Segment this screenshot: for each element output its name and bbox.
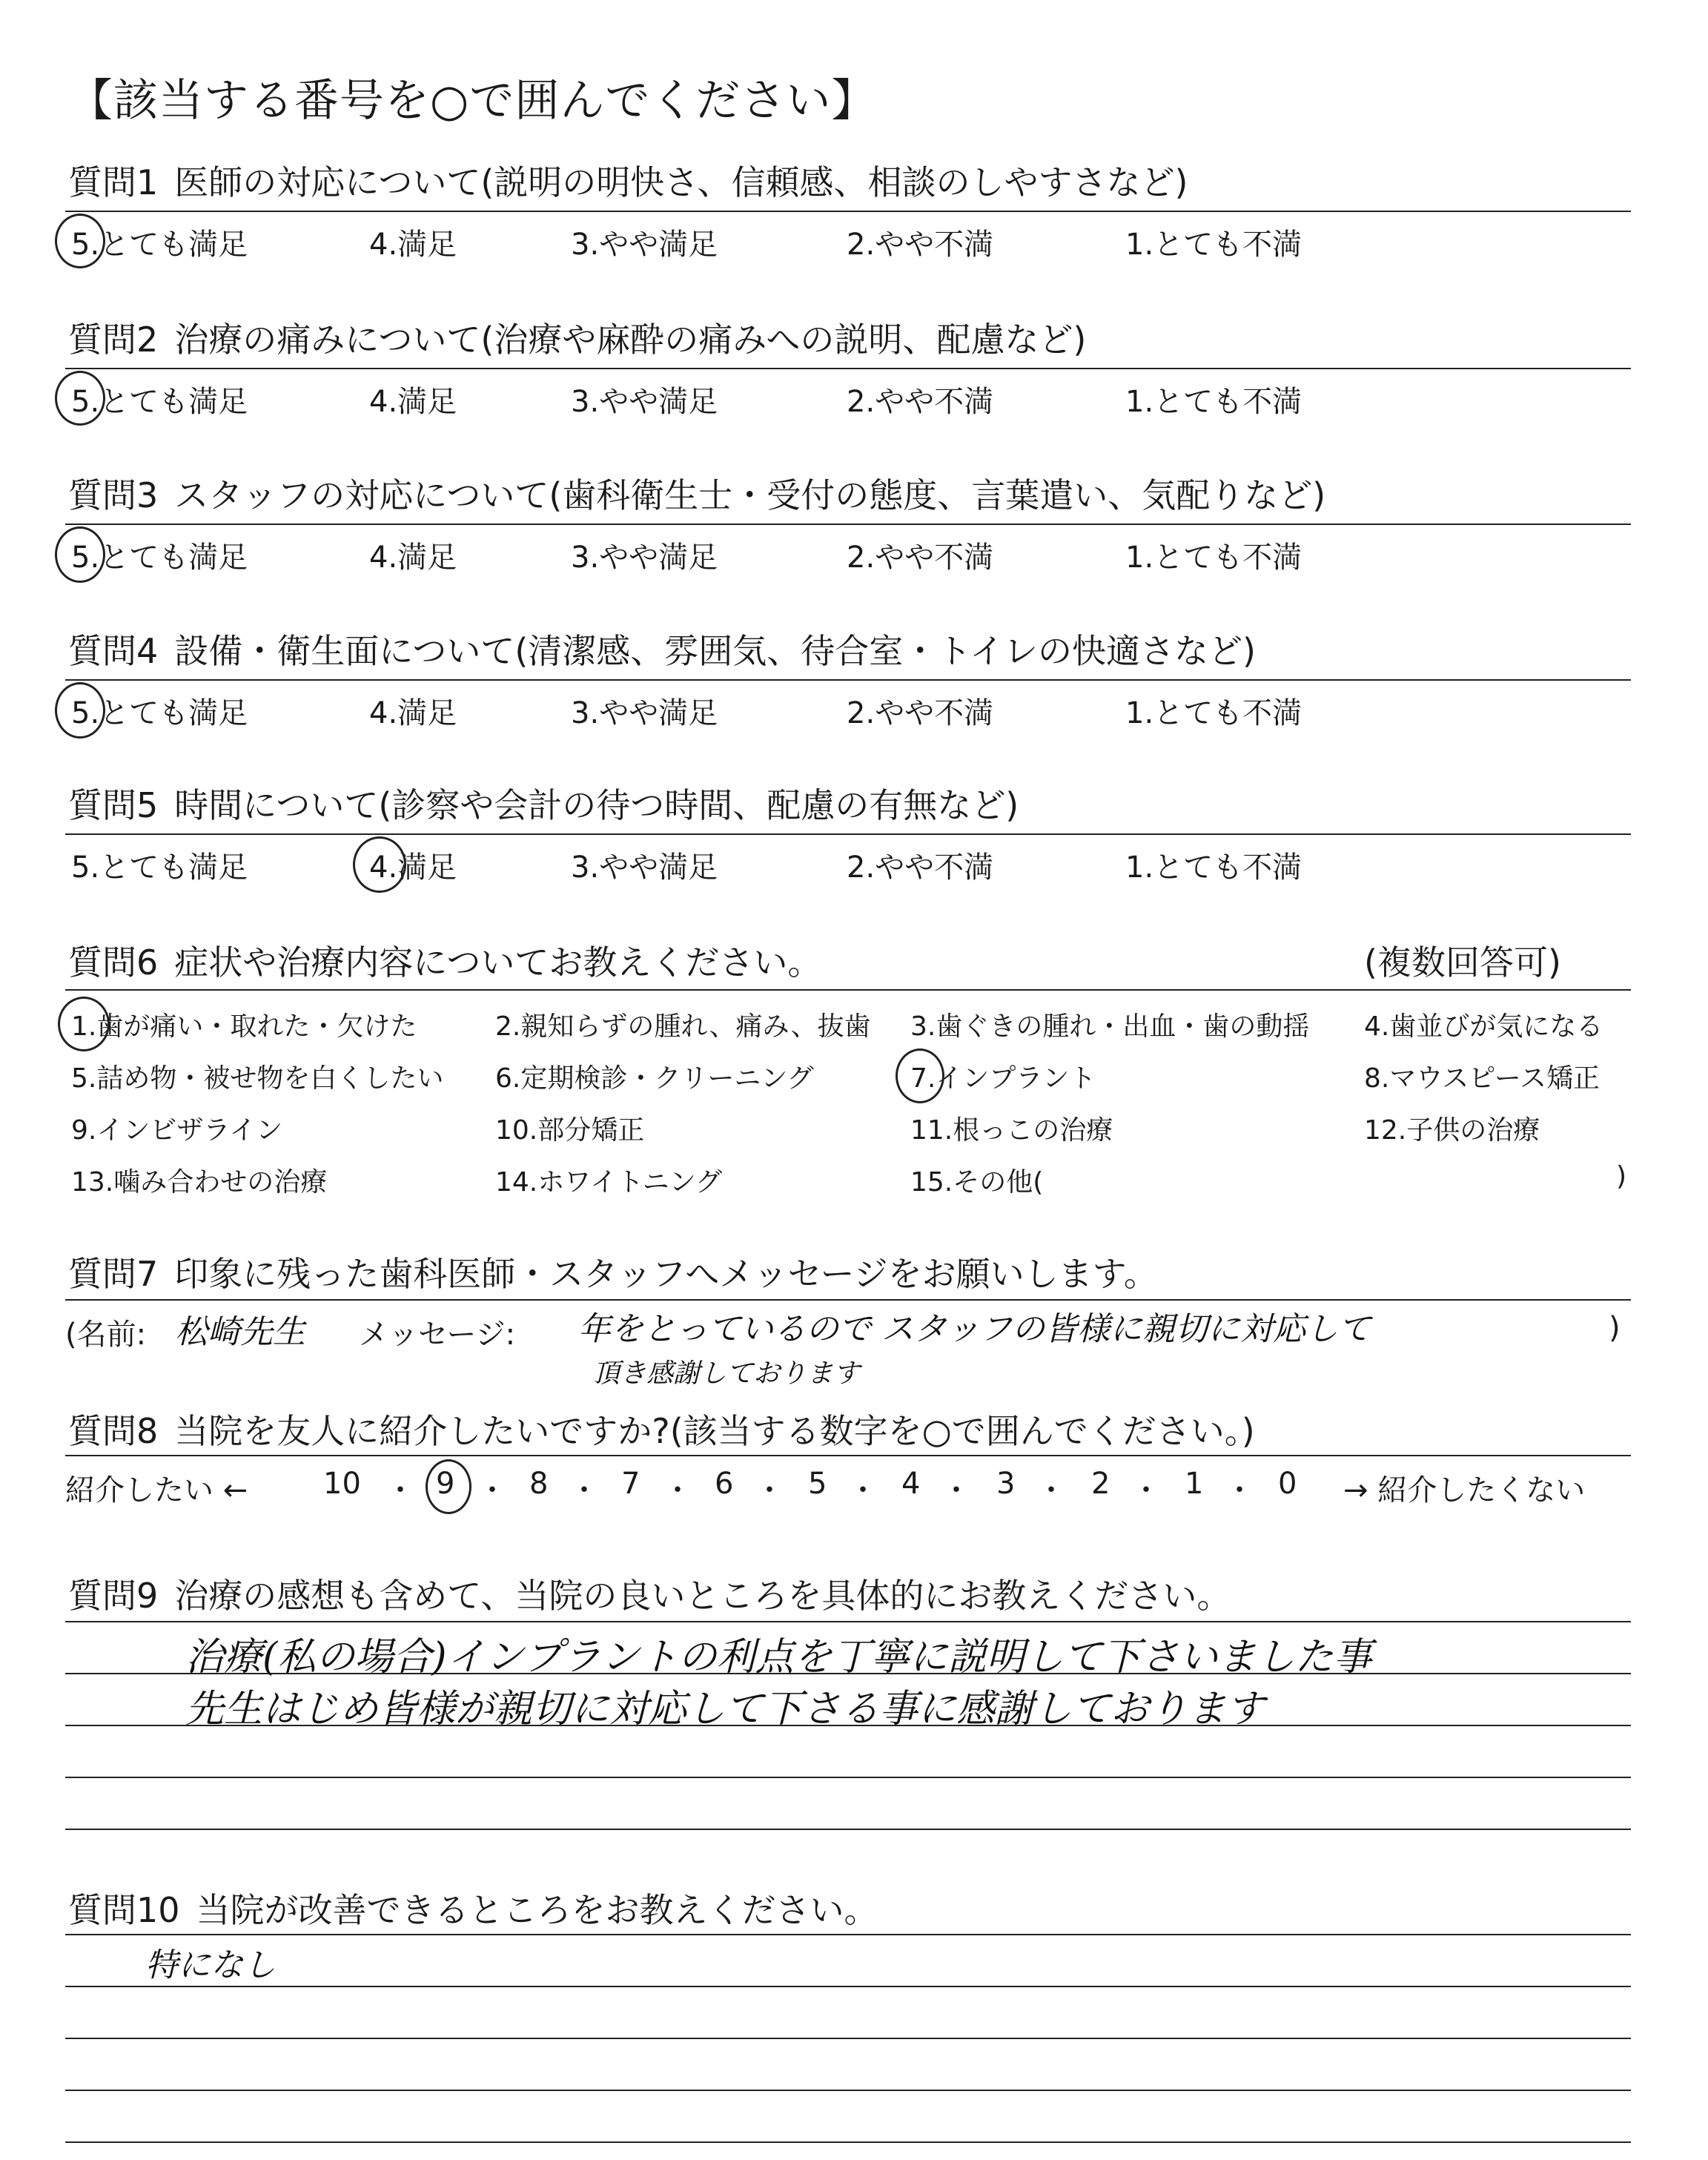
q3-option-2[interactable]: 2.やや不満 — [847, 541, 994, 575]
scale-separator: ・ — [848, 1473, 878, 1507]
q5-answer-circle — [353, 836, 406, 893]
q4-answer-circle — [55, 682, 105, 739]
q6-option-13[interactable]: 13.噛み合わせの治療 — [71, 1167, 328, 1198]
recommend-label: 紹介したい ← — [65, 1473, 248, 1507]
q6-option-10[interactable]: 10.部分矯正 — [495, 1115, 645, 1146]
rule-line — [65, 524, 1631, 525]
q6-option-2[interactable]: 2.親知らずの腫れ、痛み、抜歯 — [495, 1011, 871, 1042]
question-7-heading — [68, 1247, 1158, 1296]
question-number: 質問3 — [68, 475, 159, 515]
q1-option-4[interactable]: 4.満足 — [369, 228, 457, 262]
q2-answer-circle — [55, 371, 105, 426]
name-label: (名前: — [65, 1318, 147, 1352]
scale-value-8[interactable]: 8 — [529, 1467, 549, 1501]
rule-line — [65, 1934, 1631, 1935]
q1-option-1[interactable]: 1.とても不満 — [1125, 228, 1302, 262]
question-6-heading — [68, 936, 821, 985]
q4-option-2[interactable]: 2.やや不満 — [847, 696, 994, 730]
question-2-heading — [68, 313, 1086, 362]
question-number: 質問7 — [68, 1254, 159, 1294]
message-close-paren: ) — [1609, 1311, 1621, 1345]
message-label: メッセージ: — [359, 1318, 516, 1352]
scale-value-1[interactable]: 1 — [1185, 1467, 1204, 1501]
rule-line — [65, 679, 1631, 681]
question-5-heading — [68, 779, 1019, 828]
rule-line — [65, 989, 1631, 991]
rule-line — [65, 1986, 1631, 1987]
question-number: 質問9 — [68, 1576, 159, 1616]
q5-option-3[interactable]: 3.やや満足 — [571, 851, 718, 885]
question-number: 質問8 — [68, 1411, 159, 1451]
q1-option-3[interactable]: 3.やや満足 — [571, 228, 718, 262]
question-1-heading — [68, 156, 1188, 205]
message-field-line-2[interactable]: 頂き感謝しております — [593, 1358, 861, 1389]
q6-option-9[interactable]: 9.インビザライン — [71, 1115, 283, 1146]
q6-option-7[interactable]: 7.インプラント — [910, 1063, 1096, 1094]
q2-option-3[interactable]: 3.やや満足 — [571, 385, 718, 419]
scale-separator: ・ — [1225, 1473, 1254, 1507]
q6-option-1[interactable]: 1.歯が痛い・取れた・欠けた — [71, 1011, 417, 1042]
q2-option-2[interactable]: 2.やや不満 — [847, 385, 994, 419]
question-text: 当院を友人に紹介したいですか?(該当する数字を○で囲んでください。) — [174, 1411, 1255, 1451]
q6-option-15[interactable]: 15.その他( — [910, 1167, 1044, 1198]
q1-answer-circle — [55, 214, 105, 268]
question-text: 治療の痛みについて(治療や麻酔の痛みへの説明、配慮など) — [174, 320, 1087, 360]
scale-value-10[interactable]: 10 — [323, 1467, 361, 1501]
q6-option-11[interactable]: 11.根っこの治療 — [910, 1115, 1113, 1146]
question-3-heading — [68, 469, 1325, 518]
question-10-heading — [68, 1883, 878, 1932]
message-field-line-1[interactable]: 年をとっているので スタッフの皆様に親切に対応して — [578, 1310, 1371, 1348]
rule-line — [65, 2141, 1631, 2143]
scale-value-6[interactable]: 6 — [715, 1467, 734, 1501]
rule-line — [65, 2038, 1631, 2039]
q9-answer-line-1[interactable]: 治療(私の場合)インプラントの利点を丁寧に説明して下さいました事 — [185, 1635, 1372, 1680]
q4-option-4[interactable]: 4.満足 — [369, 696, 457, 730]
q6-option-8[interactable]: 8.マウスピース矯正 — [1364, 1063, 1601, 1094]
question-4-heading — [68, 624, 1256, 673]
scale-value-2[interactable]: 2 — [1091, 1467, 1110, 1501]
q3-option-4[interactable]: 4.満足 — [369, 541, 457, 575]
rule-line — [65, 1777, 1631, 1778]
question-number: 質問5 — [68, 785, 159, 825]
rule-line — [65, 833, 1631, 835]
question-text: 医師の対応について(説明の明快さ、信頼感、相談のしやすさなど) — [174, 162, 1188, 202]
question-text: スタッフの対応について(歯科衛生士・受付の態度、言葉遣い、気配りなど) — [174, 475, 1326, 515]
question-text: 症状や治療内容についてお教えください。 — [174, 942, 822, 982]
question-text: 当院が改善できるところをお教えください。 — [196, 1890, 878, 1930]
q3-option-3[interactable]: 3.やや満足 — [571, 541, 718, 575]
name-field[interactable]: 松崎先生 — [175, 1313, 305, 1351]
q4-option-1[interactable]: 1.とても不満 — [1125, 696, 1302, 730]
q3-answer-circle — [55, 526, 105, 583]
q4-option-5[interactable]: 5.とても満足 — [71, 696, 248, 730]
rule-line — [65, 368, 1631, 369]
question-text: 印象に残った歯科医師・スタッフへメッセージをお願いします。 — [174, 1254, 1158, 1294]
question-9-heading — [68, 1569, 1231, 1618]
rule-line — [65, 1299, 1631, 1301]
q6-option-5[interactable]: 5.詰め物・被せ物を白くしたい — [71, 1063, 444, 1094]
scale-separator: ・ — [385, 1473, 415, 1507]
q5-option-5[interactable]: 5.とても満足 — [71, 851, 248, 885]
scale-separator: ・ — [1036, 1473, 1066, 1507]
scale-value-0[interactable]: 0 — [1278, 1467, 1297, 1501]
rule-line — [65, 1829, 1631, 1830]
q5-option-4[interactable]: 4.満足 — [369, 851, 457, 885]
question-text: 設備・衛生面について(清潔感、雰囲気、待合室・トイレの快適さなど) — [174, 631, 1256, 671]
q6-option-6[interactable]: 6.定期検診・クリーニング — [495, 1063, 814, 1094]
not-recommend-label: → 紹介したくない — [1343, 1473, 1586, 1507]
q6-option-12[interactable]: 12.子供の治療 — [1364, 1115, 1540, 1146]
scale-separator: ・ — [663, 1473, 692, 1507]
question-text: 時間について(診察や会計の待つ時間、配慮の有無など) — [174, 785, 1019, 825]
q8-answer-circle — [426, 1459, 471, 1514]
q2-option-5[interactable]: 5.とても満足 — [71, 385, 248, 419]
q6-option-3[interactable]: 3.歯ぐきの腫れ・出血・歯の動揺 — [910, 1011, 1310, 1042]
rule-line — [65, 2090, 1631, 2091]
question-number: 質問1 — [68, 162, 159, 202]
scale-value-3[interactable]: 3 — [996, 1467, 1016, 1501]
scale-separator: ・ — [1131, 1473, 1161, 1507]
scale-separator: ・ — [569, 1473, 599, 1507]
question-text: 治療の感想も含めて、当院の良いところを具体的にお教えください。 — [174, 1576, 1231, 1616]
rule-line — [65, 1455, 1631, 1456]
q6-answer-circle-1 — [58, 997, 110, 1051]
q5-option-1[interactable]: 1.とても不満 — [1125, 851, 1302, 885]
q4-option-3[interactable]: 3.やや満足 — [571, 696, 718, 730]
q1-option-2[interactable]: 2.やや不満 — [847, 228, 994, 262]
scale-value-7[interactable]: 7 — [621, 1467, 640, 1501]
q6-option-14[interactable]: 14.ホワイトニング — [495, 1167, 723, 1198]
q6-option-4[interactable]: 4.歯並びが気になる — [1364, 1011, 1603, 1042]
q2-option-4[interactable]: 4.満足 — [369, 385, 457, 419]
other-close-paren: ) — [1616, 1161, 1627, 1192]
question-number: 質問6 — [68, 942, 159, 982]
question-number: 質問4 — [68, 631, 159, 671]
scale-value-5[interactable]: 5 — [808, 1467, 827, 1501]
q5-option-2[interactable]: 2.やや不満 — [847, 851, 994, 885]
scale-separator: ・ — [941, 1473, 971, 1507]
scale-separator: ・ — [477, 1473, 507, 1507]
scale-value-9[interactable]: 9 — [436, 1467, 455, 1501]
scale-separator: ・ — [755, 1473, 784, 1507]
scale-value-4[interactable]: 4 — [901, 1467, 921, 1501]
q6-answer-circle-7 — [896, 1048, 944, 1103]
question-number: 質問10 — [68, 1890, 180, 1930]
q2-option-1[interactable]: 1.とても不満 — [1125, 385, 1302, 419]
multiple-answers-note: (複数回答可) — [1364, 942, 1561, 982]
rule-line — [65, 211, 1631, 212]
q10-answer[interactable]: 特になし — [145, 1946, 276, 1984]
rule-line — [65, 1621, 1631, 1622]
question-8-heading — [68, 1404, 1255, 1453]
q3-option-1[interactable]: 1.とても不満 — [1125, 541, 1302, 575]
page-title: 【該当する番号を○で囲んでください】 — [68, 75, 877, 127]
q9-answer-line-2[interactable]: 先生はじめ皆様が親切に対応して下さる事に感謝しております — [185, 1687, 1265, 1731]
q1-option-5[interactable]: 5.とても満足 — [71, 228, 248, 262]
q3-option-5[interactable]: 5.とても満足 — [71, 541, 248, 575]
question-number: 質問2 — [68, 320, 159, 360]
